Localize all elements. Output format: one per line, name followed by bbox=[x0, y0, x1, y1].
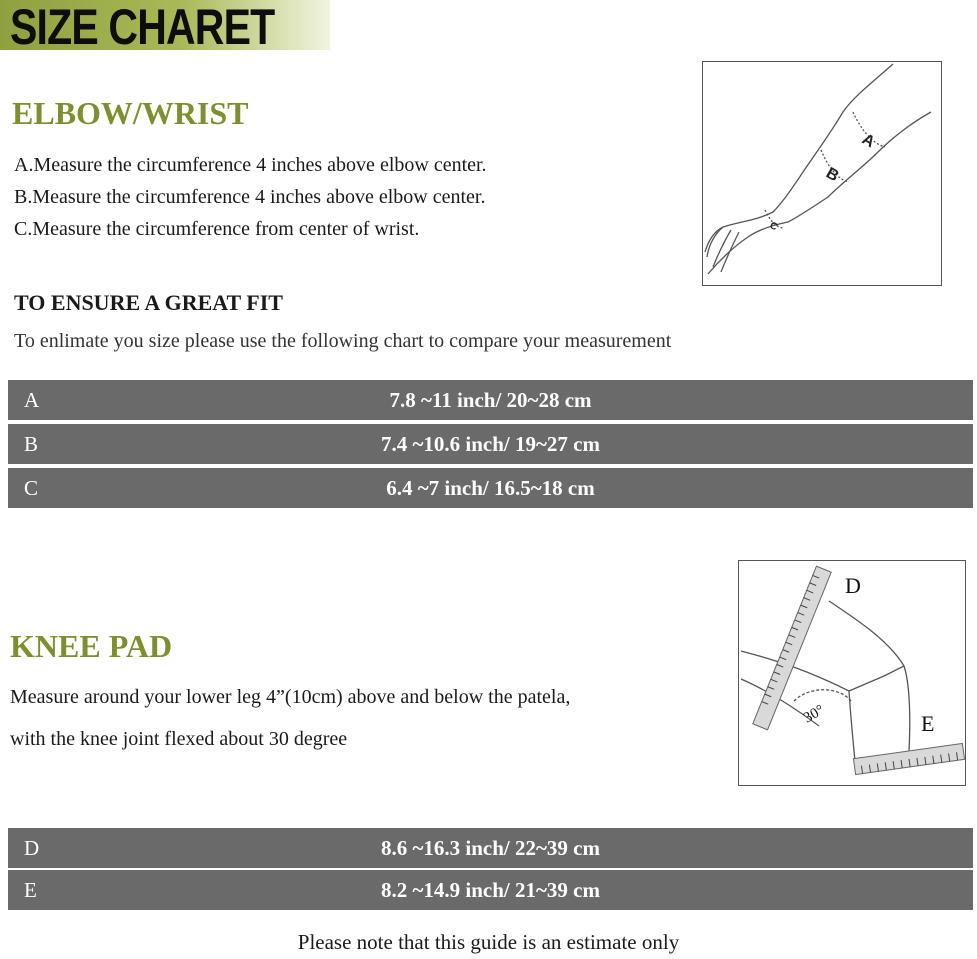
knee-instruction-2: with the knee joint flexed about 30 degree bbox=[10, 728, 348, 750]
size-row-d bbox=[8, 828, 973, 868]
knee-measurement-figure bbox=[738, 560, 966, 786]
elbow-instruction-c: C.Measure the circumference from center of wrist. bbox=[14, 218, 420, 240]
elbow-section-title: ELBOW/WRIST bbox=[12, 95, 249, 131]
fit-heading: TO ENSURE A GREAT FIT bbox=[14, 290, 283, 315]
size-row-key: B bbox=[24, 432, 39, 456]
figure-label-a: A bbox=[859, 130, 878, 152]
size-row-value: 7.4 ~10.6 inch/ 19~27 cm bbox=[380, 432, 600, 456]
size-row-value: 8.2 ~14.9 inch/ 21~39 cm bbox=[380, 878, 600, 902]
size-row-key: C bbox=[24, 476, 39, 500]
size-row-key: E bbox=[24, 878, 37, 902]
figure-label-c: C bbox=[767, 220, 780, 234]
size-row-b bbox=[8, 424, 973, 464]
fit-subtext: To enlimate you size please use the following chart to compare your measurement bbox=[14, 330, 672, 352]
size-row-key: A bbox=[24, 388, 40, 412]
figure-label-angle: 30° bbox=[801, 702, 828, 727]
figure-label-d: D bbox=[845, 573, 861, 598]
size-row-value: 6.4 ~7 inch/ 16.5~18 cm bbox=[386, 476, 595, 500]
elbow-instruction-b: B.Measure the circumference 4 inches above elbow center. bbox=[14, 186, 486, 208]
size-row-value: 7.8 ~11 inch/ 20~28 cm bbox=[389, 388, 592, 412]
figure-label-b: B bbox=[823, 164, 842, 186]
size-row-value: 8.6 ~16.3 inch/ 22~39 cm bbox=[380, 836, 600, 860]
estimate-note: Please note that this guide is an estimate only bbox=[297, 930, 680, 954]
knee-instruction-1: Measure around your lower leg 4”(10cm) above and below the patela, bbox=[10, 686, 571, 708]
figure-label-e: E bbox=[921, 711, 935, 736]
arm-illustration bbox=[703, 62, 941, 285]
elbow-instruction-a: A.Measure the circumference 4 inches above elbow center. bbox=[14, 154, 487, 176]
size-row-a bbox=[8, 380, 973, 420]
knee-illustration bbox=[739, 561, 965, 785]
page-title: SIZE CHARET bbox=[10, 0, 275, 55]
size-row-key: D bbox=[24, 836, 40, 860]
size-row-e bbox=[8, 870, 973, 910]
size-row-c bbox=[8, 468, 973, 508]
arm-measurement-figure bbox=[702, 61, 942, 286]
knee-section-title: KNEE PAD bbox=[10, 628, 173, 664]
